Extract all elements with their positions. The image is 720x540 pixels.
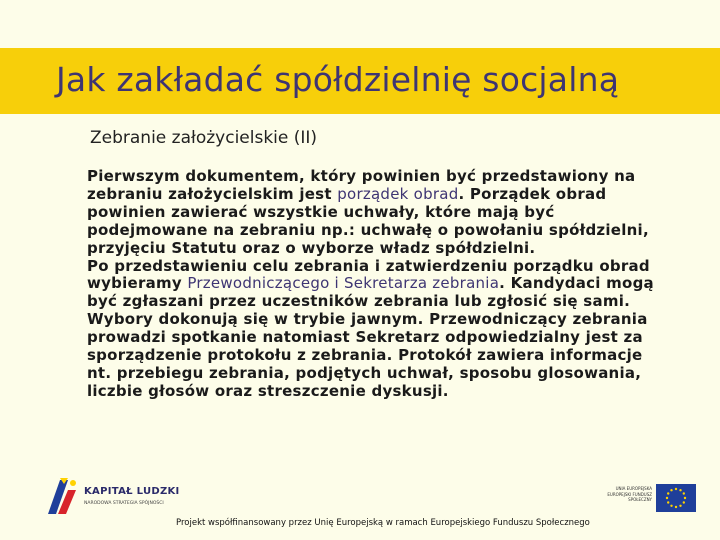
paragraph-1-text-start: Pierwszym dokumentem, który powinien być przedstawiony na zebraniu założycielskim jest [87,167,636,203]
paragraph-2 [87,258,672,401]
eu-logo-text: UNIA EUROPEJSKA EUROPEJSKI FUNDUSZ SPOŁECZNY [607,486,652,502]
slide-title: Jak zakładać spółdzielnię socjalną [56,60,620,99]
kapital-ludzki-title: KAPITAŁ LUDZKI [84,486,180,497]
slide-subtitle: Zebranie założycielskie (II) [90,128,318,148]
slide-body [87,168,672,401]
paragraph-2-text-end: . Kandydaci mogą być zgłaszani przez uczestników zebrania lub zgłosić się sami. Wybory dokonują się w trybie jawnym. Przewodniczący zebrania prowadzi spotkanie natomiast Sekretarz odpowiedzialny jest za sporządzenie protokołu z zebrania. Protokół zawiera informacje nt. przebiegu zebrania, podjętych uchwał, sposobu glosowania, liczbie głosów oraz streszczenie dyskusji. [87,274,654,400]
paragraph-2-highlight: Przewodniczącego i Sekretarza zebrania [187,274,500,293]
paragraph-1-text-end: . Porządek obrad powinien zawierać wszystkie uchwały, które mają być podejmowane na zebraniu np.: uchwałę o powołaniu spółdzielni, przyjęciu Statutu oraz o wyborze władz spółdzielni. [87,184,649,257]
footer-note: Projekt współfinansowany przez Unię Europejską w ramach Europejskiego Funduszu Społecznego [176,518,590,528]
paragraph-2-text-start: Po przedstawieniu celu zebrania i zatwierdzeniu porządku obrad wybieramy [87,256,650,293]
eu-flag-icon [656,484,696,512]
kapital-ludzki-subtitle: NARODOWA STRATEGIA SPÓJNOŚCI [84,501,164,506]
kapital-ludzki-logo [46,474,206,518]
paragraph-1 [87,168,672,258]
paragraph-1-highlight: porządek obrad [337,184,459,203]
eu-logo [598,482,698,514]
kapital-ludzki-logo-icon [46,476,80,516]
